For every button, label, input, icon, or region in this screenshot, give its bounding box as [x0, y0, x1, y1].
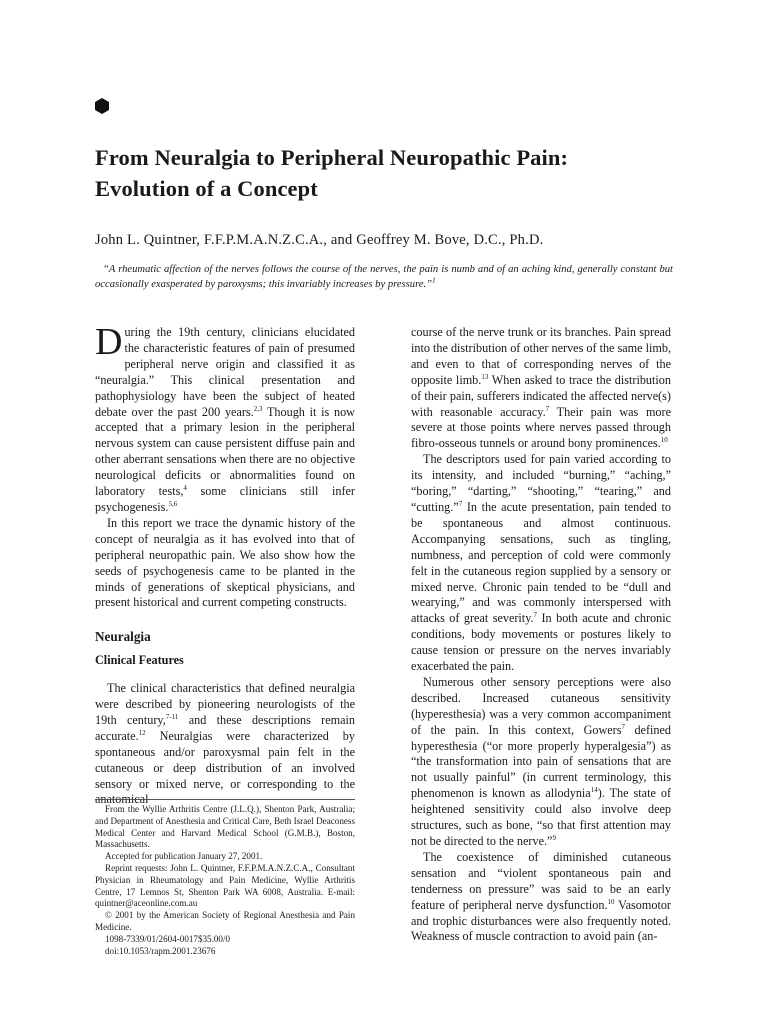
text: The coexistence of diminished cutaneous sensation and “violent spontaneous pain and tenderness on pressure” was said to be an early feature of peripheral nerve dysfunction. [411, 849, 671, 912]
text: ). The state of heightened sensitivity could also involve deep structures, such as bone, “so that first attention may not be directed to the nerve.” [411, 786, 671, 848]
coexistence-paragraph [411, 850, 671, 945]
text: defined hyperesthesia (“or more properly hyperalgesia”) as “the transformation into pain of sensations that are not usually painful” (in current terminology, this phenomenon is known as allodynia [411, 722, 671, 801]
intro-text-a: uring the 19th century, clinicians elucidated the characteristic features of pain of presumed peripheral nerve origin and classified it as “neuralgia.” This clinical presentation and pathophysiology have been the subject of heated debate over the past 200 years. [95, 325, 355, 419]
doi-note: doi:10.1053/rapm.2001.23676 [105, 945, 216, 956]
footnotes [95, 799, 355, 957]
article-title [95, 142, 715, 204]
clinical-text-b: and these descriptions remain accurate. [95, 712, 356, 743]
purpose-paragraph: In this report we trace the dynamic history of the concept of neuralgia as it has evolved into that of peripheral neuropathic pain. We also show how the seeds of psychogenesis came to be planted in the minds of generations of skeptical physicians, and present historical and current competing constructs. [95, 515, 355, 610]
ref: 12 [138, 728, 146, 737]
right-column [411, 325, 671, 945]
ref: 9 [552, 833, 556, 842]
ref: 14 [590, 786, 598, 795]
drop-cap: D [95, 321, 123, 363]
ref: 10 [660, 436, 668, 445]
reprint-note: Reprint requests: John L. Quintner, F.F.P.M.A.N.Z.C.A., Consultant Physician in Rheumatology and Pain Medicine, Wyllie Arthritis Centre, 17 Lemnos St, Shenton Park WA 6008, Australia. E-mail: quintner@aceonline.com.au [95, 862, 355, 909]
text: In both acute and chronic conditions, body movements or postures likely to cause tension or pressure on the nerves invariably exacerbated the pain. [411, 611, 671, 674]
epigraph [95, 262, 673, 292]
left-column [95, 321, 356, 808]
ref: 7-11 [165, 712, 179, 721]
title-line-2: Evolution of a Concept [95, 176, 318, 201]
ref: 4 [183, 484, 187, 492]
ref: 7 [545, 404, 550, 413]
intro-text-c: some clinicians still infer psychogenesis. [95, 484, 355, 514]
clinical-text-c: Neuralgias were characterized by spontaneous and/or paroxysmal pain felt in the cutaneous or deep distribution of an involved sensory or mixed nerve, or corresponding to the anatomical [95, 728, 355, 807]
nerve-course-paragraph [411, 325, 671, 452]
sensory-paragraph [411, 675, 671, 850]
ref: 13 [481, 372, 489, 381]
epigraph-text: “A rheumatic affection of the nerves follows the course of the nerves, the pain is numb and of an aching kind, generally constant but occasionally exasperated by paroxysms; this invariably increases by pressure.” [95, 264, 673, 290]
intro-paragraph [95, 321, 355, 516]
ref: 5,6 [168, 499, 178, 508]
text: The descriptors used for pain varied according to its intensity, and included “burning,” “aching,” “boring,” “darting,” “shooting,” “tearing,” and “cutting.” [411, 452, 671, 514]
subsection-heading: Clinical Features [95, 653, 184, 668]
text: Their pain was more severe at those points where nerves passed through fibro-osseous tunnels or around bony prominences. [411, 404, 671, 451]
author-line: John L. Quintner, F.F.P.M.A.N.Z.C.A., and Geoffrey M. Bove, D.C., Ph.D. [95, 232, 544, 248]
clinical-paragraph [95, 681, 355, 808]
text: Vasomotor and trophic disturbances were also frequently noted. Weakness of muscle contraction to avoid pain (an- [411, 897, 671, 944]
text: Numerous other sensory perceptions were also described. Increased cutaneous sensitivity (hyperesthesia) was a very common accompaniment of the pain. In this context, Gowers [411, 674, 671, 737]
text: In the acute presentation, pain tended to be spontaneous and almost continuous. Accompanying sensations, such as tingling, numbness, and perception of cold were commonly felt in the cutaneous region supplied by a sensory or mixed nerve. Chronic pain tended to be “dull and wearying,” and was commonly interspersed with attacks of great severity. [411, 499, 671, 626]
section-heading: Neuralgia [95, 629, 151, 645]
text: course of the nerve trunk or its branches. Pain spread into the distribution of other nerves of the same limb, and even to that of corresponding nerves of the opposite limb. [411, 325, 671, 387]
title-line-1: From Neuralgia to Peripheral Neuropathic Pain: [95, 145, 569, 170]
copyright-note: © 2001 by the American Society of Regional Anesthesia and Pain Medicine. [95, 910, 355, 932]
affiliation-note: From the Wyllie Arthritis Centre (J.L.Q.), Shenton Park, Australia; and Department of Anesthesia and Critical Care, Beth Israel Deaconess Medical Center and Harvard Medical School (G.M.B.), Boston, Massachusetts. [95, 804, 355, 850]
ref: 7 [458, 499, 463, 508]
hexagon-icon [95, 98, 109, 114]
accepted-note: Accepted for publication January 27, 2001. [105, 851, 263, 862]
descriptors-paragraph [411, 452, 671, 675]
epigraph-ref: 1 [432, 276, 436, 285]
ref: 2,3 [253, 404, 263, 413]
ref: 10 [607, 897, 615, 906]
ref: 7 [621, 722, 625, 731]
issn-note: 1098-7339/01/2604-0017$35.00/0 [105, 933, 231, 944]
ref: 7 [533, 611, 538, 620]
text: When asked to trace the distribution of their pain, sufferers indicated the affected nerve(s) with reasonable accuracy. [411, 372, 671, 419]
intro-text-b: Though it is now accepted that a primary lesion in the peripheral nervous system can cause persistent diffuse pain and other aberrant sensations when there are no objective neurological deficits or abnormalities found on laboratory tests, [95, 404, 355, 499]
clinical-text-a: The clinical characteristics that defined neuralgia were described by pioneering neurologists of the 19th century, [95, 681, 355, 727]
